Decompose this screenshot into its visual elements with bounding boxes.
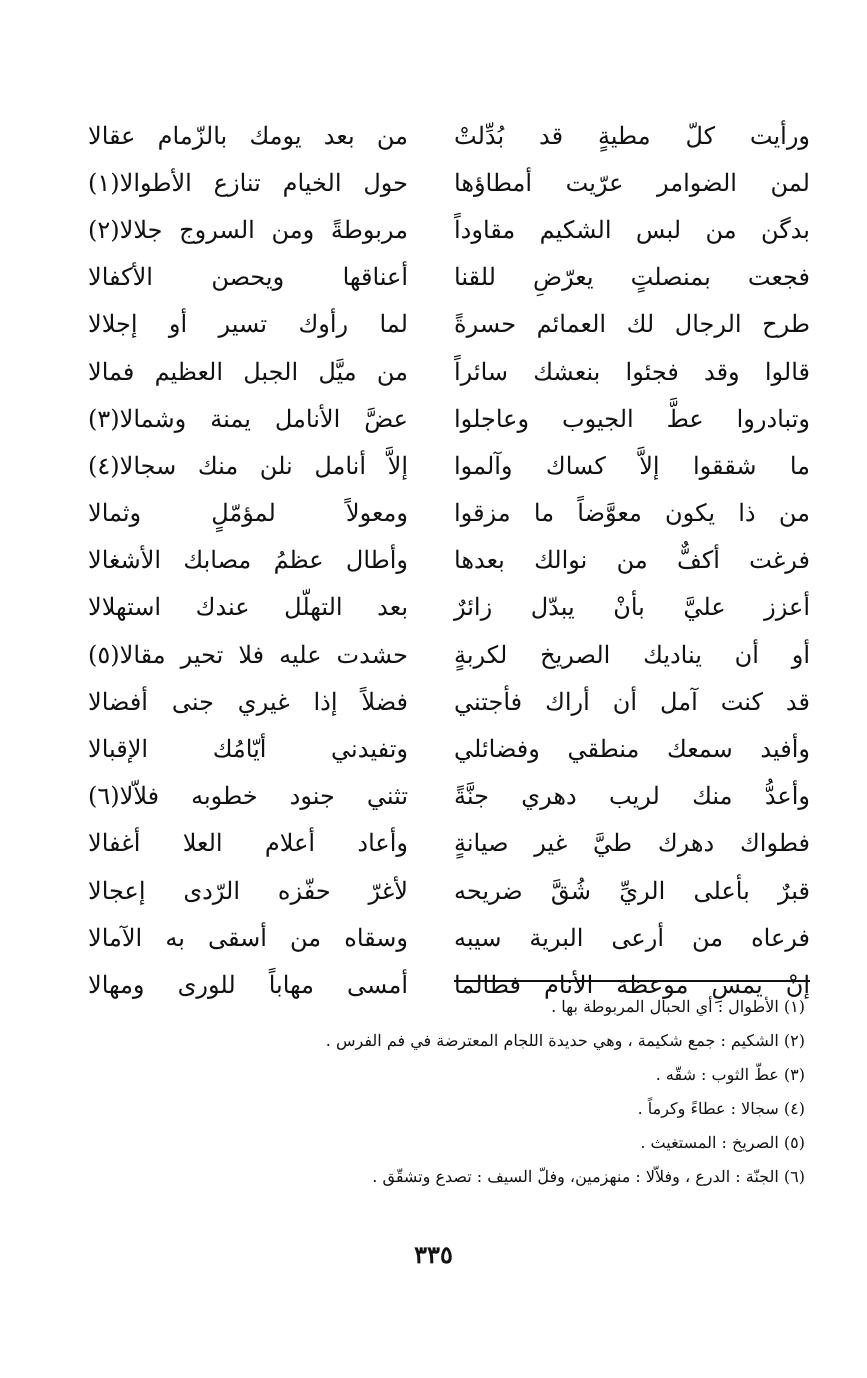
verse-first-hemistich: أو أن يناديك الصريخ لكربةٍ (454, 640, 810, 669)
verse-first-hemistich: وأفيد سمعك منطقي وفضائلي (454, 735, 810, 764)
verse-line (88, 254, 810, 301)
verse-line (88, 348, 810, 395)
verse-second-hemistich: عضَّ الأنامل يمنة وشمالا(٣) (88, 404, 408, 433)
verse-second-hemistich: من ميَّل الجبل العظيم فمالا (88, 357, 408, 386)
verse-first-hemistich: وأعدُّ منك لريب دهري جنَّةً (454, 782, 810, 811)
verse-second-hemistich: بعد التهلّل عندك استهلالا (88, 593, 408, 622)
verse-first-hemistich: فجعت بمنصلتٍ يعرّضِ للقنا (454, 263, 810, 292)
verse-line (88, 537, 810, 584)
verse-first-hemistich: وتبادروا عطَّ الجيوب وعاجلوا (454, 404, 810, 433)
poem (88, 112, 810, 999)
footnote: (٤) سجالا : عطاءً وكرماً . (637, 1099, 805, 1118)
verse-line (88, 301, 810, 348)
verse-first-hemistich: أعزز عليَّ بأنْ يبدّل زائرٌ (454, 593, 810, 622)
verse-second-hemistich: أمسى مهاباً للورى ومهالا (88, 970, 408, 999)
verse-first-hemistich: ما شققوا إلاَّ كساك وآلموا (454, 451, 810, 480)
verse-first-hemistich: فرعاه من أرعى البرية سيبه (454, 923, 810, 952)
verse-second-hemistich: حشدت عليه فلا تحير مقالا(٥) (88, 640, 408, 669)
verse-second-hemistich: ومعولاً لمؤمّلٍ وثمالا (88, 499, 408, 528)
verse-second-hemistich: حول الخيام تنازع الأطوالا(١) (88, 168, 408, 197)
verse-second-hemistich: من بعد يومك بالزّمام عقالا (88, 121, 408, 150)
verse-line (88, 112, 810, 159)
verse-line (88, 159, 810, 206)
verse-second-hemistich: لما رأوك تسير أو إجلالا (88, 310, 408, 339)
verse-first-hemistich: بدگن من لبس الشكيم مقاوداً (454, 215, 810, 244)
footnote: (٦) الجنّة : الدرع ، وفلاّلا : منهزمين، وفلّ السيف : تصدع وتشقّق . (372, 1167, 805, 1186)
verse-first-hemistich: قد كنت آمل أن أراك فأجتني (454, 687, 810, 716)
verse-line (88, 820, 810, 867)
verse-first-hemistich: ورأيت كلّ مطيةٍ قد بُدِّلتْ (454, 121, 810, 150)
footnotes (245, 990, 805, 1194)
verse-second-hemistich: لأغرّ حفّزه الرّدى إعجالا (88, 876, 408, 905)
verse-line (88, 206, 810, 253)
verse-second-hemistich: إلاَّ أنامل نلن منك سجالا(٤) (88, 451, 408, 480)
footnote: (٣) عطّ الثوب : شقّه . (655, 1065, 805, 1084)
verse-second-hemistich: تثني جنود خطوبه فلاّلا(٦) (88, 782, 408, 811)
verse-second-hemistich: وسقاه من أسقى به الآمالا (88, 923, 408, 952)
verse-line (88, 914, 810, 961)
verse-second-hemistich: وأعاد أعلام العلا أغفالا (88, 829, 408, 858)
verse-first-hemistich: من ذا يكون معوَّضاً ما مزقوا (454, 499, 810, 528)
footnote-rule (454, 980, 810, 982)
verse-line (88, 395, 810, 442)
verse-line (88, 867, 810, 914)
verse-line (88, 490, 810, 537)
verse-line (88, 678, 810, 725)
verse-first-hemistich: فطواك دهرك طيَّ غير صيانةٍ (454, 829, 810, 858)
footnote: (٥) الصريخ : المستغيث . (640, 1133, 805, 1152)
verse-line (88, 773, 810, 820)
verse-first-hemistich: فرغت أكفٌّ من نوالك بعدها (454, 546, 810, 575)
verse-line (88, 631, 810, 678)
page-number: ٣٣٥ (414, 1240, 453, 1269)
verse-second-hemistich: وتفيدني أيّامُك الإقبالا (88, 735, 408, 764)
verse-second-hemistich: وأطال عظمُ مصابك الأشغالا (88, 546, 408, 575)
verse-first-hemistich: قالوا وقد فجئوا بنعشك سائراً (454, 357, 810, 386)
verse-first-hemistich: لمن الضوامر عرّيت أمطاؤها (454, 168, 810, 197)
verse-first-hemistich: قبرٌ بأعلى الريِّ شُقَّ ضريحه (454, 876, 810, 905)
verse-line (88, 442, 810, 489)
verse-line (88, 725, 810, 772)
verse-first-hemistich: طرح الرجال لك العمائم حسرةً (454, 310, 810, 339)
footnote: (٢) الشكيم : جمع شكيمة ، وهي حديدة اللجام المعترضة في فم الفرس . (325, 1031, 805, 1050)
verse-second-hemistich: مربوطةً ومن السروج جلالا(٢) (88, 215, 408, 244)
verse-line (88, 584, 810, 631)
footnote: (١) الأطوال : أي الحبال المربوطة بها . (551, 997, 805, 1016)
verse-second-hemistich: أعناقها ويحصن الأكفالا (88, 263, 408, 292)
verse-first-hemistich: إنْ يمسِ موعظة الأنام فطالما (454, 970, 810, 999)
verse-second-hemistich: فضلاً إذا غيري جنى أفضالا (88, 687, 408, 716)
